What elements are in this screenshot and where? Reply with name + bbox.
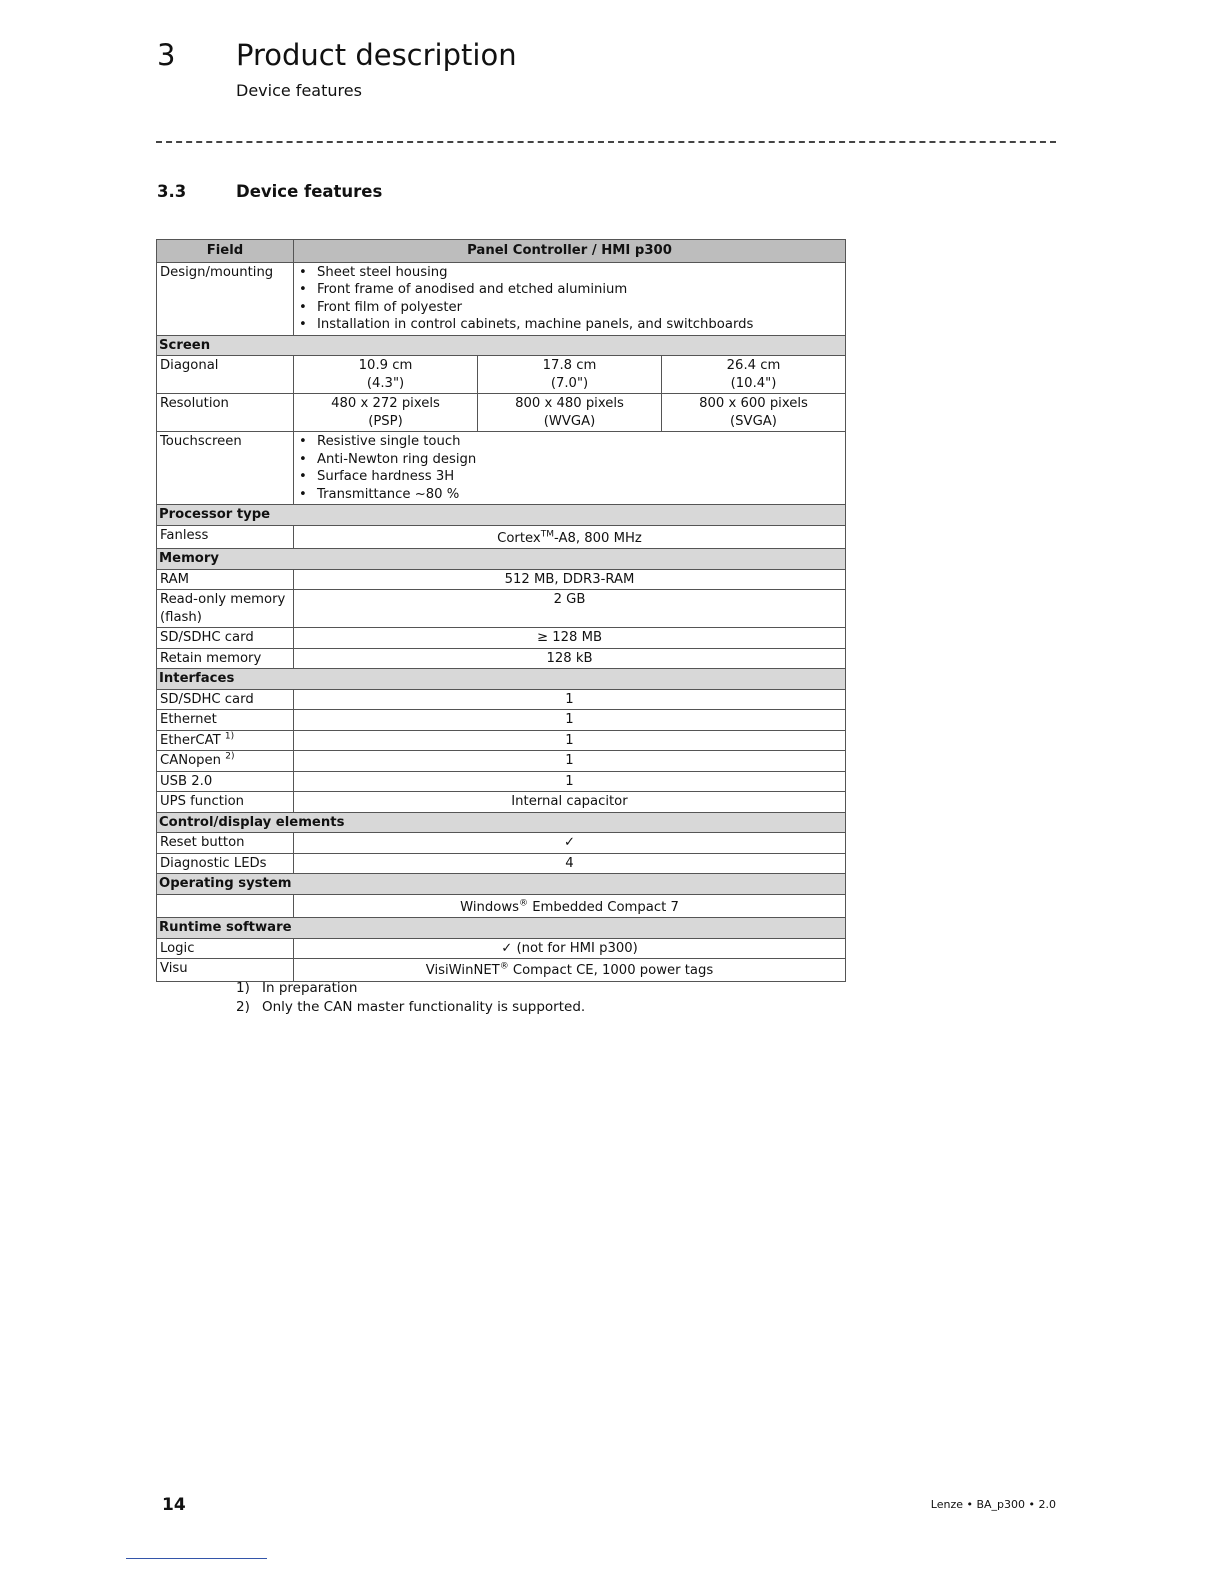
row-label: Design/mounting	[157, 262, 294, 335]
table-row	[157, 262, 846, 335]
design-bullets	[294, 262, 846, 335]
cell-value: 1	[294, 710, 846, 731]
row-label: UPS function	[157, 792, 294, 813]
table-row	[157, 938, 846, 959]
table-row	[157, 525, 846, 549]
page-number: 14	[162, 1495, 186, 1515]
footnote-ref: 2)	[225, 751, 235, 762]
section-row-os	[157, 874, 846, 895]
section-heading: Control/display elements	[157, 812, 846, 833]
cell-value: 1	[294, 730, 846, 751]
chapter-number: 3	[157, 38, 176, 72]
row-label: SD/SDHC card	[157, 628, 294, 649]
chapter-title: Product description	[236, 38, 517, 72]
section-heading: Interfaces	[157, 669, 846, 690]
row-label: Ethernet	[157, 710, 294, 731]
list-item: • Front frame of anodised and etched aluminium	[317, 281, 842, 299]
section-heading: Screen	[157, 335, 846, 356]
row-label: Reset button	[157, 833, 294, 854]
dashed-divider	[156, 141, 1056, 143]
header-product: Panel Controller / HMI p300	[294, 240, 846, 263]
row-label: USB 2.0	[157, 771, 294, 792]
cell-value: VisiWinNET® Compact CE, 1000 power tags	[294, 959, 846, 982]
table-row	[157, 394, 846, 432]
row-label: Visu	[157, 959, 294, 982]
cell-value: ✓ (not for HMI p300)	[294, 938, 846, 959]
table-row	[157, 689, 846, 710]
list-item: • Sheet steel housing	[317, 264, 842, 282]
cell-value: 1	[294, 689, 846, 710]
table-row	[157, 628, 846, 649]
list-item: • Installation in control cabinets, machine panels, and switchboards	[317, 316, 842, 334]
section-row-memory	[157, 549, 846, 570]
row-label: SD/SDHC card	[157, 689, 294, 710]
list-item: • Transmittance ~80 %	[317, 486, 842, 504]
row-label: Retain memory	[157, 648, 294, 669]
touchscreen-bullets	[294, 432, 846, 505]
row-label	[157, 894, 294, 918]
footnotes	[236, 979, 585, 1017]
cell-value: 1	[294, 751, 846, 772]
list-item: • Resistive single touch	[317, 433, 842, 451]
cell-value: Windows® Embedded Compact 7	[294, 894, 846, 918]
row-label: Fanless	[157, 525, 294, 549]
list-item: • Front film of polyester	[317, 299, 842, 317]
cell-value: 128 kB	[294, 648, 846, 669]
row-label: Logic	[157, 938, 294, 959]
section-heading: Memory	[157, 549, 846, 570]
section-row-interfaces	[157, 669, 846, 690]
section-heading: Runtime software	[157, 918, 846, 939]
table-row	[157, 959, 846, 982]
table-row	[157, 648, 846, 669]
footnote-marker: 2)	[236, 999, 250, 1015]
row-label: Touchscreen	[157, 432, 294, 505]
table-row	[157, 356, 846, 394]
cell-value: 26.4 cm (10.4")	[662, 356, 846, 394]
footnote	[236, 998, 585, 1017]
footnote-text: Only the CAN master functionality is supported.	[262, 999, 586, 1015]
cell-value: 512 MB, DDR3-RAM	[294, 569, 846, 590]
cell-value: 480 x 272 pixels (PSP)	[294, 394, 478, 432]
row-label: CANopen $^{2)}$	[157, 751, 294, 772]
table-row	[157, 894, 846, 918]
table-header-row	[157, 240, 846, 263]
row-label: Diagonal	[157, 356, 294, 394]
cell-value: 800 x 600 pixels (SVGA)	[662, 394, 846, 432]
doc-reference: Lenze • BA_p300 • 2.0	[930, 1498, 1056, 1511]
section-number: 3.3	[157, 182, 187, 201]
row-label: Read-only memory (flash)	[157, 590, 294, 628]
section-row-runtime	[157, 918, 846, 939]
check-mark-icon: ✓	[294, 833, 846, 854]
table-row	[157, 833, 846, 854]
footnote-ref: 1)	[224, 731, 235, 742]
row-label: Diagnostic LEDs	[157, 853, 294, 874]
table-row	[157, 730, 846, 751]
section-row-control	[157, 812, 846, 833]
cell-value: 2 GB	[294, 590, 846, 628]
header-field: Field	[157, 240, 294, 263]
section-heading: Processor type	[157, 505, 846, 526]
row-label: RAM	[157, 569, 294, 590]
section-heading: Operating system	[157, 874, 846, 895]
table-row	[157, 751, 846, 772]
cell-value: 1	[294, 771, 846, 792]
table-row	[157, 569, 846, 590]
cell-value: ≥ 128 MB	[294, 628, 846, 649]
cell-value: Internal capacitor	[294, 792, 846, 813]
section-row-screen	[157, 335, 846, 356]
list-item: • Anti-Newton ring design	[317, 451, 842, 469]
section-row-processor	[157, 505, 846, 526]
cell-value: Cortex™-A8, 800 MHz	[294, 525, 846, 549]
table-row	[157, 853, 846, 874]
bottom-rule	[126, 1558, 267, 1559]
cell-value: 4	[294, 853, 846, 874]
section-title: Device features	[236, 182, 383, 201]
list-item: • Surface hardness 3H	[317, 468, 842, 486]
table-row	[157, 710, 846, 731]
cell-value: 800 x 480 pixels (WVGA)	[478, 394, 662, 432]
cell-value: 10.9 cm (4.3")	[294, 356, 478, 394]
footnote-marker: 1)	[236, 980, 250, 996]
footnote-text: In preparation	[262, 980, 358, 996]
device-features-table	[156, 239, 846, 982]
row-label: Resolution	[157, 394, 294, 432]
row-label: EtherCAT $^{1)}$	[157, 730, 294, 751]
table-row	[157, 771, 846, 792]
table-row	[157, 590, 846, 628]
footnote	[236, 979, 585, 998]
cell-value: 17.8 cm (7.0")	[478, 356, 662, 394]
chapter-subtitle: Device features	[236, 81, 362, 100]
table-row	[157, 432, 846, 505]
table-row	[157, 792, 846, 813]
